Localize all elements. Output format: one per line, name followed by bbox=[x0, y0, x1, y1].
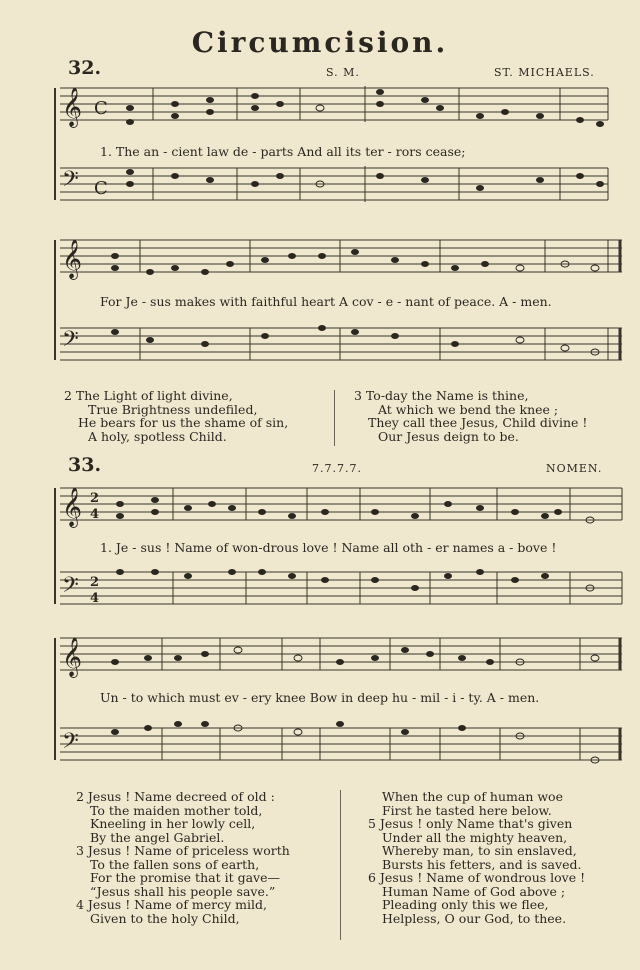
treble-clef-icon: 𝄞 bbox=[62, 487, 83, 527]
svg-text:4: 4 bbox=[90, 591, 100, 606]
hymn-number-32: 32. bbox=[68, 57, 102, 79]
svg-text:C: C bbox=[94, 178, 108, 199]
treble-clef-icon: 𝄞 bbox=[62, 239, 83, 279]
hymn-33-lyric-line-1: 1. Je - sus ! Name of won-drous love ! Name all oth - er names a - bove ! bbox=[100, 540, 557, 555]
hymn-33-verses-right: When the cup of human woe First he tasted here below. 5 Jesus ! only Name that's given Under all the mighty heaven, Whereby man, to sin enslaved, Bursts his fetters, and is saved. 6 Jesus ! Name of wondrous love ! Human Name of God above ; Pleading only this we flee, Helpless, O our God, to thee. bbox=[368, 789, 586, 926]
hymn-number-33: 33. bbox=[68, 454, 102, 476]
verse-column-divider bbox=[334, 390, 335, 446]
hymn-33-notes-2 bbox=[111, 647, 599, 763]
hymn-32-lyric-line-2: For Je - sus makes with faithful heart A cov - e - nant of peace. A - men. bbox=[100, 294, 552, 309]
treble-clef-icon: 𝄞 bbox=[62, 637, 83, 677]
svg-text:2: 2 bbox=[90, 575, 100, 590]
hymn-33-meter: 7.7.7.7. bbox=[312, 462, 362, 475]
time-signature-top: 2 bbox=[90, 491, 100, 506]
page-title: Circumcision. bbox=[191, 26, 449, 59]
hymn-32-tune: ST. MICHAELS. bbox=[494, 66, 595, 79]
bass-clef-icon: 𝄢 bbox=[62, 167, 79, 197]
treble-clef-icon: 𝄞 bbox=[62, 87, 83, 127]
hymn-32-meter: S. M. bbox=[326, 66, 360, 79]
time-signature-bottom: 4 bbox=[90, 507, 100, 522]
hymn-33-tune: NOMEN. bbox=[546, 462, 603, 475]
hymn-33-verses-left: 2 Jesus ! Name decreed of old : To the maiden mother told, Kneeling in her lowly cell, By the angel Gabriel. 3 Jesus ! Name of priceless worth To the fallen sons of earth, For the promise that it gave— “Jesus shall his people save.” 4 Jesus ! Name of mercy mild, Given to the holy Child, bbox=[76, 789, 290, 926]
bass-clef-icon: 𝄢 bbox=[62, 573, 79, 603]
bass-clef-icon: 𝄢 bbox=[62, 327, 79, 357]
hymn-33-lyric-line-2: Un - to which must ev - ery knee Bow in deep hu - mil - i - ty. A - men. bbox=[100, 690, 540, 705]
hymn-32-lyric-line-1: 1. The an - cient law de - parts And all its ter - rors cease; bbox=[100, 144, 466, 159]
hymn-32-verses-left: 2 The Light of light divine, True Brightness undefiled, He bears for us the shame of sin, A holy, spotless Child. bbox=[64, 388, 289, 444]
hymn-32-verses-right: 3 To-day the Name is thine, At which we bend the knee ; They call thee Jesus, Child divine ! Our Jesus deign to be. bbox=[354, 388, 588, 444]
verse-column-divider bbox=[340, 790, 341, 940]
common-time-icon: C bbox=[94, 98, 108, 119]
bass-clef-icon: 𝄢 bbox=[62, 729, 79, 759]
